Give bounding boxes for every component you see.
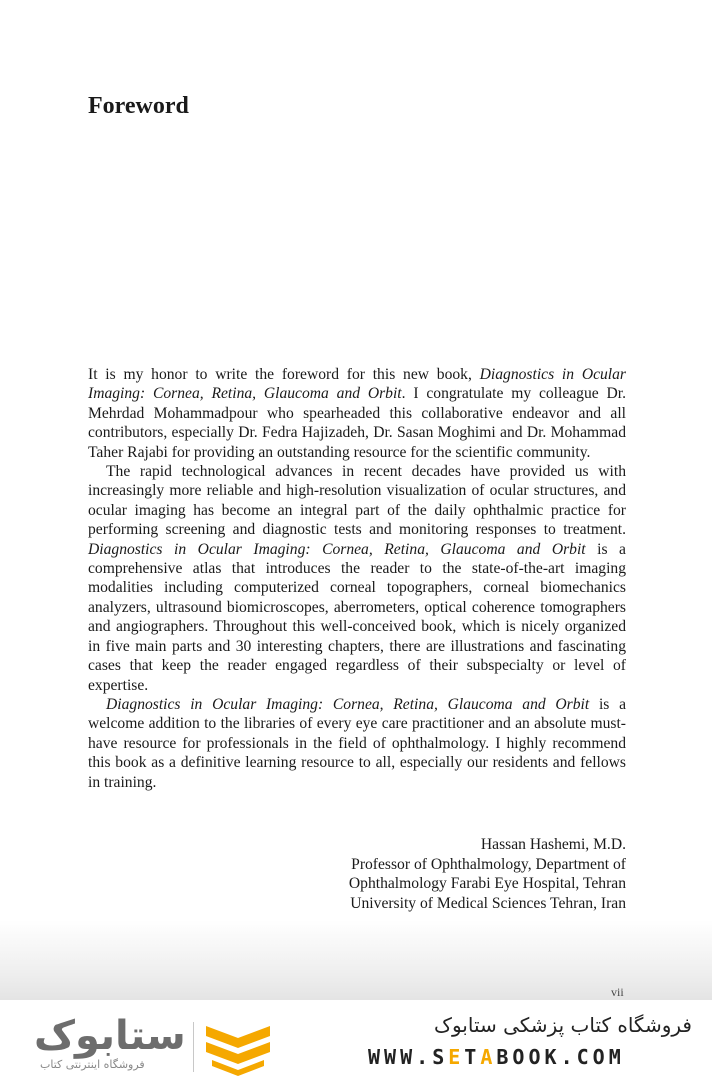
logo-wordmark: ستابوک — [34, 1013, 186, 1059]
text-run: It is my honor to write the foreword for this new book, — [88, 366, 480, 383]
foreword-body — [88, 365, 626, 792]
logo-divider — [193, 1022, 194, 1072]
body-paragraph — [88, 462, 626, 695]
book-title-italic: Diagnostics in Ocular Imaging: Cornea, Retina, Glaucoma and Orbit — [88, 540, 586, 558]
text-run: . I congratulate my colleague Dr. Mehrdad Mohammadpour who spearheaded this collaborative endeavor and all contributors, especially Dr. Fedra Hajizadeh, Dr. Sasan Moghimi and Dr. Mohammad Taher Rajabi for providing an outstanding resource for the scientific community. — [88, 385, 626, 461]
body-paragraph — [88, 365, 626, 462]
logo-tagline: فروشگاه اینترنتی کتاب — [40, 1058, 145, 1071]
book-stack-logo-icon — [202, 1018, 274, 1081]
signature-name: Hassan Hashemi, M.D. — [480, 836, 626, 853]
text-run: is a welcome addition to the libraries of every eye care practitioner and an absolute must-have resource for professionals in the field of ophthalmology. I highly recommend this book as a definitive learning resource to all, especially our residents and fellows in training. — [88, 695, 626, 791]
signature-line-3: University of Medical Sciences Tehran, Iran — [350, 894, 626, 912]
signature-line-1: Professor of Ophthalmology, Department of — [351, 855, 626, 873]
book-title-italic: Diagnostics in Ocular Imaging: Cornea, Retina, Glaucoma and Orbit — [88, 366, 626, 403]
body-paragraph — [88, 695, 626, 792]
store-name: فروشگاه کتاب پزشکی ستابوک — [434, 1013, 692, 1037]
signature-line-2: Ophthalmology Farabi Eye Hospital, Tehran — [348, 875, 626, 893]
page-number: vii — [611, 985, 624, 999]
book-title-italic: Diagnostics in Ocular Imaging: Cornea, Retina, Glaucoma and Orbit — [106, 695, 590, 713]
signature-block — [349, 835, 626, 913]
page-title: Foreword — [88, 93, 189, 119]
text-run: is a comprehensive atlas that introduces the reader to the state-of-the-art imaging modalities including computerized corneal topographers, corneal biomechanics analyzers, ultrasound biomicroscopes, aberrometers, optical coherence tomographers and angiographers. Throughout this well-conceived book, which is nicely organized in five main parts and 30 interesting chapters, there are illustrations and fascinating cases that keep the reader engaged regardless of their subspecialty or level of expertise. — [88, 540, 626, 694]
text-run: The rapid technological advances in recent decades have provided us with increasingly more reliable and high-resolution visualization of ocular structures, and ocular imaging has become an integral part of the daily ophthalmic practice for performing screening and diagnostic tests and monitoring responses to treatment. — [88, 463, 626, 539]
store-url[interactable]: WWW.SETABOOK.COM — [368, 1045, 625, 1069]
